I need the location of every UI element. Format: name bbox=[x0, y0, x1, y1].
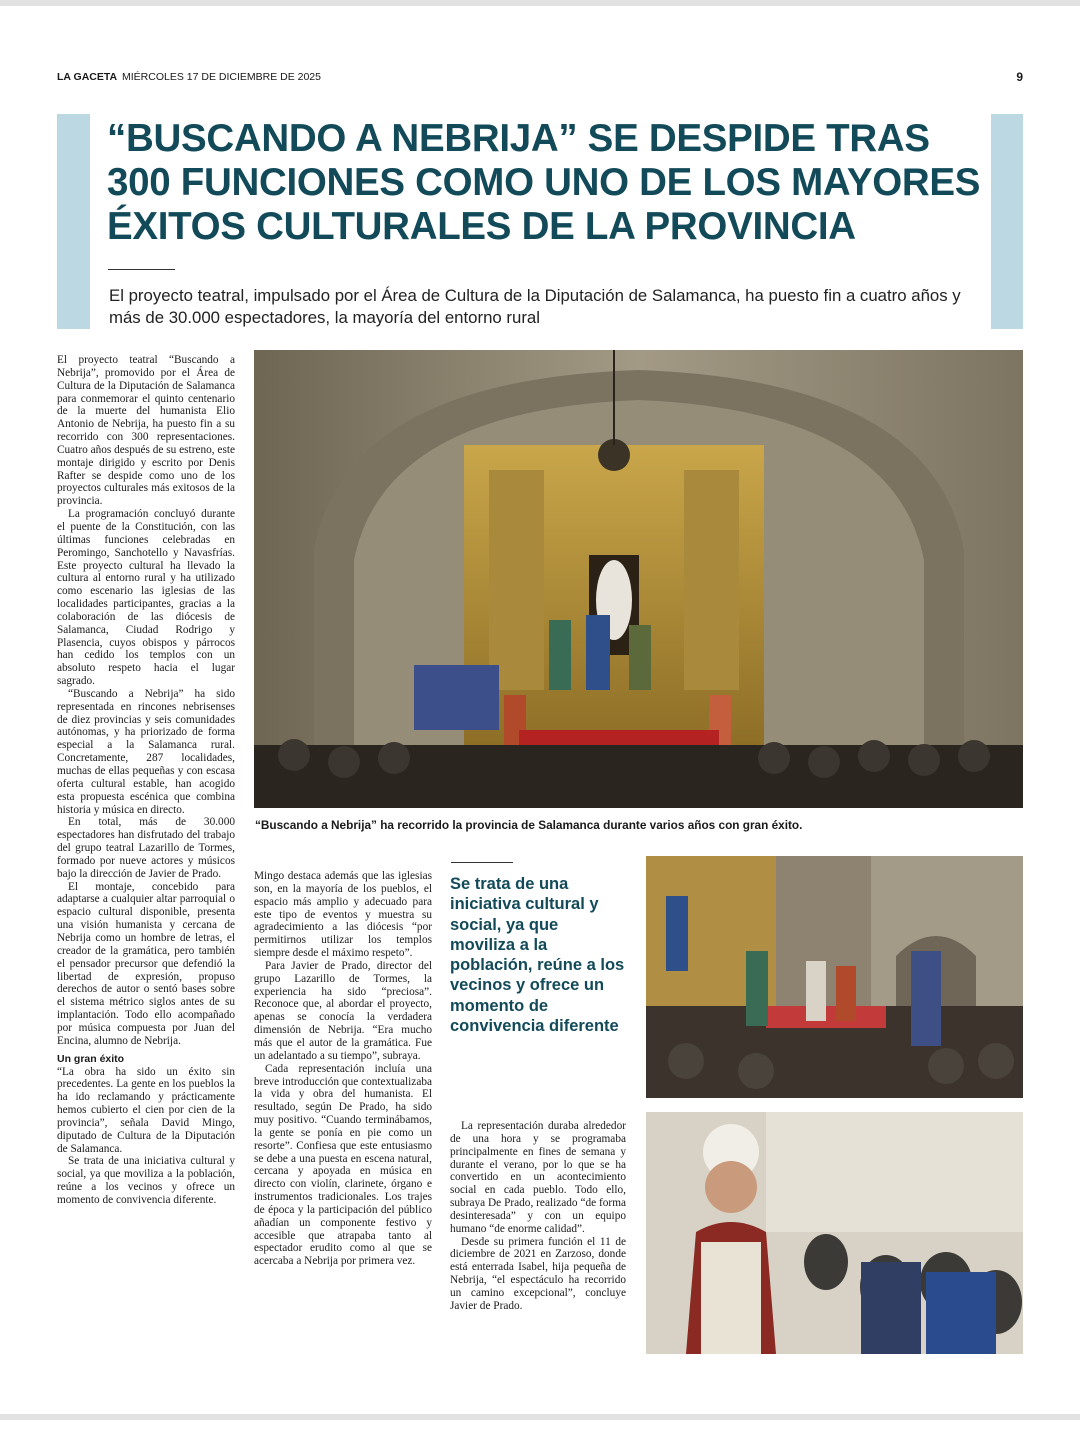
subheading: Un gran éxito bbox=[57, 1052, 125, 1065]
pull-quote: Se trata de una iniciativa cultural y social, ya que moviliza a la población, reúne a los vecinos y ofrece un momento de convivencia diferente bbox=[450, 875, 625, 1036]
paragraph: Cada representación incluía una breve introducción que contextualizaba la vida y obra del humanista. El resultado, según De Prado, ha sido muy positivo. “Cuando terminábamos, la gente se ponía en pie como un resorte”. Confiesa que este entusiasmo se debe a una puesta en escena natural, cercana y apoyada en música en directo con violín, clarinete, órgano e instrumentos tradicionales. Los trajes de época y la participación del público añadían un componente festivo y accesible que atrapaba tanto al espectador erudito como al que se acercaba a Nebrija por primera vez. bbox=[254, 1062, 432, 1268]
paragraph: La programación concluyó durante el puente de la Constitución, con las últimas funciones celebradas en Peromingo, Sanchotello y Navasfrías. Este proyecto cultural ha llevado la cultura al entorno rural y ha utilizado como escenario las iglesias de las localidades participantes, gracias a la colaboración de las diócesis de Salamanca, Ciudad Rodrigo y Plasencia, cuyos obispos y párrocos han cedido los templos con un absoluto respeto hacia el lugar sagrado. bbox=[57, 508, 235, 688]
paragraph: La representación duraba alrededor de una hora y se programaba principalmente en fines de semana y durante el verano, por lo que se ha convertido en un acontecimiento social en cada pueblo. Todo ello, subraya De Prado, realizado “de forma desinteresada” y con un equipo humano “de enorme calidad”. bbox=[450, 1120, 626, 1235]
body-column-2 bbox=[254, 870, 432, 1268]
publication-date: MIÉRCOLES 17 DE DICIEMBRE DE 2025 bbox=[122, 71, 321, 83]
paragraph: Para Javier de Prado, director del grupo Lazarillo de Tormes, la experiencia ha sido “preciosa”. Reconoce que, al abordar el proyecto, apenas se conocía la verdadera dimensión de Nebrija. “Era mucho más que el autor de la gramática. Fue un adelantado a su tiempo”, subraya. bbox=[254, 959, 432, 1062]
main-photo-church-performance bbox=[254, 350, 1023, 808]
accent-bar-left bbox=[57, 114, 90, 329]
paragraph: Se trata de una iniciativa cultural y social, ya que moviliza a la población, reúne a los vecinos y ofrece un momento de convivencia diferente. bbox=[57, 1155, 235, 1206]
publication-name: LA GACETA bbox=[57, 71, 118, 83]
paragraph: El proyecto teatral “Buscando a Nebrija”, promovido por el Área de Cultura de la Diputación de Salamanca para conmemorar el quinto centenario de la muerte del humanista Elio Antonio de Nebrija, ha puesto fin a su recorrido con 300 representaciones. Cuatro años después de su estreno, este montaje dirigido y escrito por Denis Rafter se despide como uno de los proyectos culturales más exitosos de la provincia. bbox=[57, 354, 235, 508]
photo-actors-stage bbox=[646, 856, 1023, 1098]
headline-rule bbox=[108, 269, 175, 270]
body-column-1 bbox=[57, 354, 235, 1207]
paragraph: El montaje, concebido para adaptarse a cualquier altar parroquial o espacio cultural disponible, presenta una visión humanista y cercana de Nebrija como un hombre de letras, el creador de la gramática, pero también el pensador precursor que defendió la libertad de expresión, propuso derechos de autor o sentó bases sobre el sistema métrico siglos antes de su implantación. Todo ello acompañado por música compuesta por Juan del Encina, alumno de Nebrija. bbox=[57, 880, 235, 1047]
top-border bbox=[0, 0, 1080, 6]
paragraph: Desde su primera función el 11 de diciembre de 2021 en Zarzoso, donde está enterrada Isabel, hija pequeña de Nebrija, “el espectáculo ha recorrido un camino excepcional”, concluye Javier de Prado. bbox=[450, 1235, 626, 1312]
page-header bbox=[57, 71, 1023, 87]
body-column-3 bbox=[450, 1120, 626, 1313]
paragraph: “La obra ha sido un éxito sin precedentes. La gente en los pueblos la ha ido reclamando y prácticamente hemos cubierto el cien por cien de la provincia”, señala David Mingo, diputado de Cultura de la Diputación de Salamanca. bbox=[57, 1065, 235, 1155]
headline: “BUSCANDO A NEBRIJA” SE DESPIDE TRAS 300 FUNCIONES COMO UNO DE LOS MAYORES ÉXITOS CULTURALES DE LA PROVINCIA bbox=[107, 117, 981, 248]
page-number: 9 bbox=[1016, 70, 1023, 84]
accent-bar-right bbox=[991, 114, 1023, 329]
paragraph: “Buscando a Nebrija” ha sido representada en rincones nebrisenses de diez provincias y seis comunidades autónomas, y ha priorizado de forma especial a la Salamanca rural. Concretamente, 287 localidades, muchas de ellas pequeñas y con escasa oferta cultural estable, han acogido esta propuesta escénica que combina historia y música en directo. bbox=[57, 687, 235, 816]
paragraph: En total, más de 30.000 espectadores han disfrutado del trabajo del grupo teatral Lazarillo de Tormes, formado por nueve actores y músicos bajo la dirección de Javier de Prado. bbox=[57, 816, 235, 880]
bottom-border bbox=[0, 1414, 1080, 1420]
photo-actress-audience bbox=[646, 1112, 1023, 1354]
photo-caption: “Buscando a Nebrija” ha recorrido la provincia de Salamanca durante varios años con gran éxito. bbox=[255, 818, 803, 832]
paragraph: Mingo destaca además que las iglesias son, en la mayoría de los pueblos, el espacio más amplio y adecuado para este tipo de eventos y muestra su agradecimiento a las diócesis “por permitirnos utilizar los templos siempre desde el máximo respeto”. bbox=[254, 870, 432, 960]
subtitle: El proyecto teatral, impulsado por el Área de Cultura de la Diputación de Salamanca, ha puesto fin a cuatro años y más de 30.000 espectadores, la mayoría del entorno rural bbox=[109, 286, 961, 327]
pullquote-rule bbox=[451, 862, 513, 863]
